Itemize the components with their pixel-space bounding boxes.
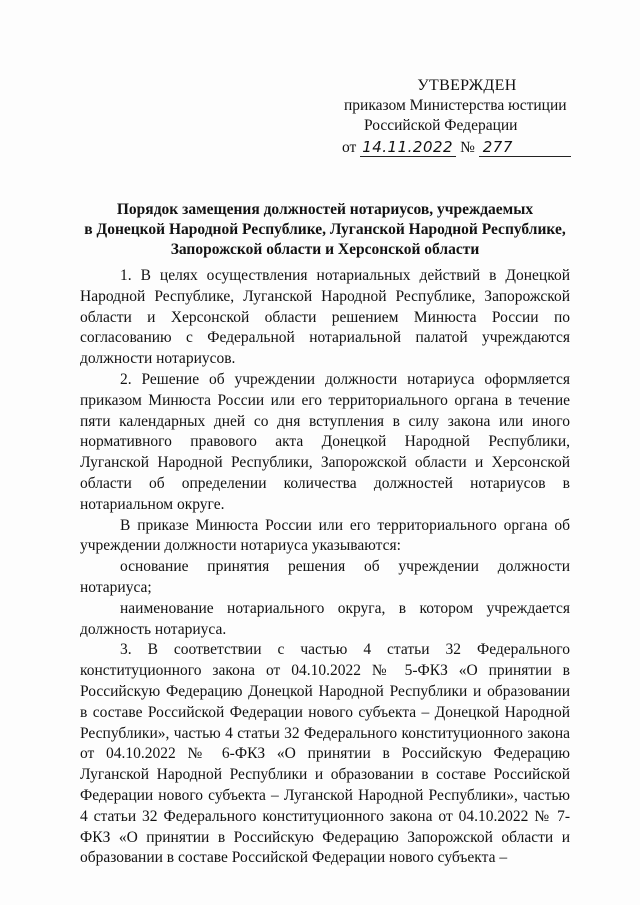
approval-date-line (342, 138, 582, 158)
paragraph-2: 2. Решение об учреждении должности нотариуса оформляется приказом Минюста России или его территориального органа в течение пяти календарных дней со дня вступления в силу закона или иного нормативного правового акта Донецкой Народной Республики, Луганской Народной Республики, Запорожской области и Херсонской области об определении количества должностей нотариусов в нотариальном округе. (80, 370, 570, 513)
approval-stamp: УТВЕРЖДЕН (417, 77, 517, 94)
document-body (80, 266, 570, 869)
paragraph-order-contents: В приказе Минюста России или его территориального органа об учреждении должности нотариуса указываются: (80, 516, 570, 555)
title-line-3: Запорожской области и Херсонской области (170, 241, 480, 258)
paragraph-3: 3. В соответствии с частью 4 статьи 32 Федерального конституционного закона от 04.10.2022 № 5-ФКЗ «О принятии в Российскую Федерацию Донецкой Народной Республики и образовании в составе Российской Федерации нового субъекта – Донецкой Народной Республики», частью 4 статьи 32 Федерального конституционного закона от 04.10.2022 № 6-ФКЗ «О принятии в Российскую Федерацию Луганской Народной Республики и образовании в составе Российской Федерации нового субъекта – Луганской Народной Республики», частью 4 статьи 32 Федерального конституционного закона от 04.10.2022 № 7-ФКЗ «О принятии в Российскую Федерацию Запорожской области и образовании в составе Российской Федерации нового субъекта – (80, 641, 570, 867)
approval-line-ministry: приказом Министерства юстиции (344, 97, 567, 114)
date-prefix: от (342, 139, 357, 156)
title-line-2: в Донецкой Народной Республике, Луганской Народной Республике, (84, 221, 566, 238)
paragraph-basis: основание принятия решения об учреждении должности нотариуса; (80, 558, 570, 596)
paragraph-1: 1. В целях осуществления нотариальных действий в Донецкой Народной Республике, Луганской Народной Республике, Запорожской области и Херсонской области решением Минюста России по согласованию с Федеральной нотариальной палатой учреждаются должности нотариусов. (80, 267, 570, 368)
approval-line-federation: Российской Федерации (364, 117, 518, 134)
handwritten-date: 14.11.2022 (360, 138, 456, 157)
number-prefix: № (460, 139, 475, 156)
handwritten-number: 277 (479, 138, 571, 157)
document-title (80, 200, 570, 260)
approval-block (342, 76, 582, 158)
paragraph-district: наименование нотариального округа, в котором учреждается должность нотариуса. (80, 599, 570, 638)
title-line-1: Порядок замещения должностей нотариусов, учреждаемых (116, 201, 534, 218)
